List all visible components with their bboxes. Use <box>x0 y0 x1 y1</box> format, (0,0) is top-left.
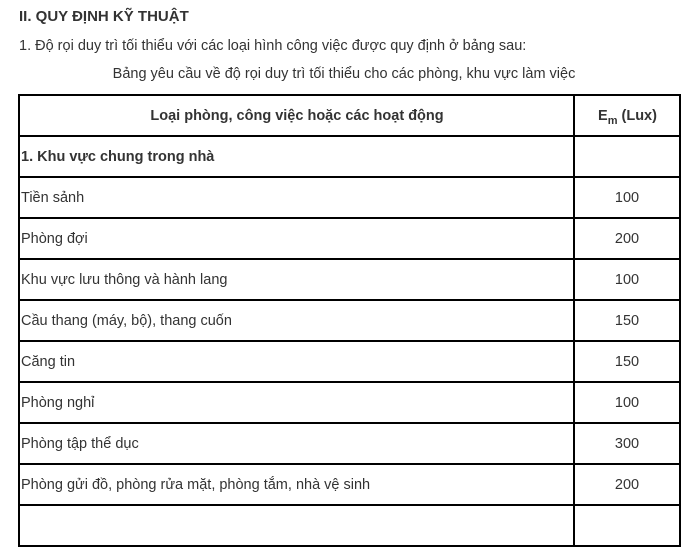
room-name-cell: Căng tin <box>19 341 574 382</box>
room-name-cell: Phòng tập thể dục <box>19 423 574 464</box>
lux-value-cell: 300 <box>574 423 680 464</box>
room-name-cell <box>19 505 574 546</box>
table-row <box>19 505 680 546</box>
table-row <box>19 423 680 464</box>
table-row <box>19 218 680 259</box>
room-name-cell: Phòng nghỉ <box>19 382 574 423</box>
section-heading: II. QUY ĐỊNH KỸ THUẬT <box>19 8 189 25</box>
lux-value-cell <box>574 505 680 546</box>
lux-value-cell: 100 <box>574 382 680 423</box>
table-row <box>19 464 680 505</box>
table-caption: Bảng yêu cầu về độ rọi duy trì tối thiểu cho các phòng, khu vực làm việc <box>112 66 576 82</box>
group-value-cell <box>574 136 680 177</box>
room-name-cell: Khu vực lưu thông và hành lang <box>19 259 574 300</box>
table-row <box>19 341 680 382</box>
table-row <box>19 300 680 341</box>
illuminance-table <box>18 94 681 547</box>
header-unit: (Lux) <box>617 107 657 124</box>
room-name-cell: Cầu thang (máy, bộ), thang cuốn <box>19 300 574 341</box>
intro-paragraph: 1. Độ rọi duy trì tối thiểu với các loại hình công việc được quy định ở bảng sau: <box>19 38 527 54</box>
table-row <box>19 177 680 218</box>
room-name-cell: Tiền sảnh <box>19 177 574 218</box>
lux-value-cell: 200 <box>574 218 680 259</box>
lux-value-cell: 150 <box>574 300 680 341</box>
lux-value-cell: 200 <box>574 464 680 505</box>
room-name-cell: Phòng gửi đồ, phòng rửa mặt, phòng tắm, nhà vệ sinh <box>19 464 574 505</box>
lux-value-cell: 150 <box>574 341 680 382</box>
header-room-type: Loại phòng, công việc hoặc các hoạt động <box>19 95 574 136</box>
lux-value-cell: 100 <box>574 259 680 300</box>
header-m-subscript: m <box>607 114 618 127</box>
table-group-row <box>19 136 680 177</box>
group-name-cell: 1. Khu vực chung trong nhà <box>19 136 574 177</box>
header-illuminance <box>574 95 680 136</box>
room-name-cell: Phòng đợi <box>19 218 574 259</box>
lux-value-cell: 100 <box>574 177 680 218</box>
table-row <box>19 259 680 300</box>
table-row <box>19 382 680 423</box>
header-e-symbol: E <box>598 107 608 124</box>
table-header-row <box>19 95 680 136</box>
